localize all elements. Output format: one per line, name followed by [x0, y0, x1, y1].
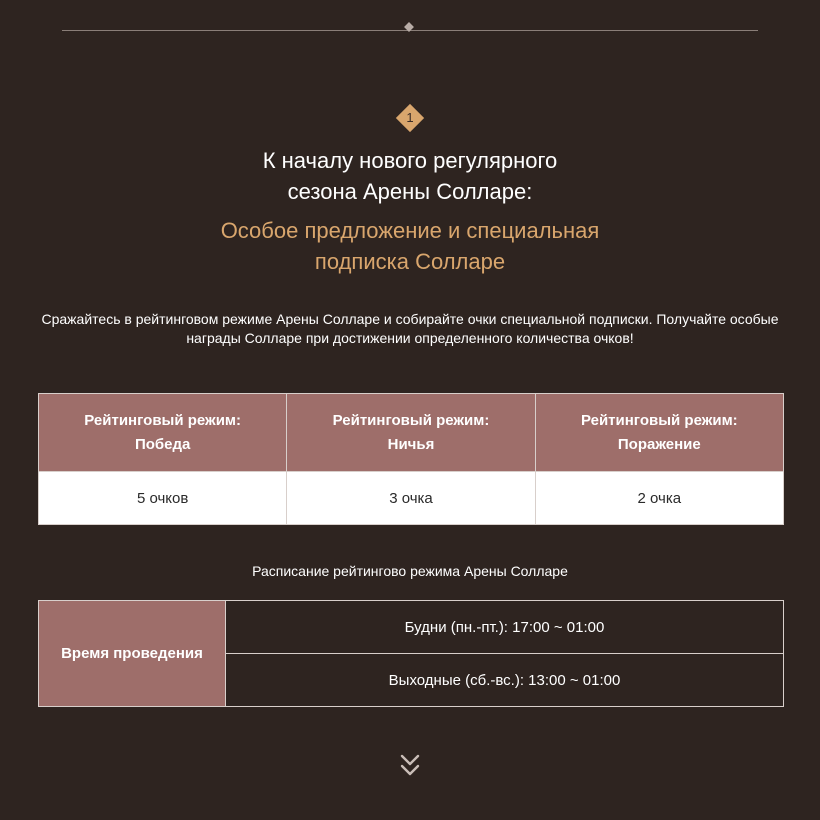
schedule-row-weekdays — [39, 601, 784, 654]
points-header-row — [39, 394, 784, 472]
page-subtitle — [0, 215, 820, 277]
schedule-weekdays: Будни (пн.-пт.): 17:00 ~ 01:00 — [226, 601, 784, 654]
points-value-row — [39, 472, 784, 525]
header-loss-result: Поражение — [617, 435, 701, 453]
points-table — [38, 393, 784, 525]
header-draw — [287, 394, 535, 472]
subtitle-line-2: подписка Солларе — [314, 249, 506, 274]
header-loss — [535, 394, 783, 472]
points-draw-value: 3 очка — [287, 472, 535, 525]
schedule-row-header: Время проведения — [39, 601, 226, 707]
double-chevron-down-icon[interactable] — [398, 753, 422, 779]
header-win — [39, 394, 287, 472]
header-loss-mode: Рейтинговый режим: — [580, 411, 738, 429]
title-line-1: К началу нового регулярного — [262, 148, 558, 173]
step-number: 1 — [406, 110, 414, 125]
header-win-mode: Рейтинговый режим: — [84, 411, 242, 429]
subtitle-line-1: Особое предложение и специальная — [220, 218, 600, 243]
page-title — [0, 145, 820, 207]
points-loss-value: 2 очка — [535, 472, 783, 525]
header-draw-mode: Рейтинговый режим: — [332, 411, 490, 429]
title-line-2: сезона Арены Солларе: — [287, 179, 533, 204]
schedule-weekend: Выходные (сб.-вс.): 13:00 ~ 01:00 — [226, 654, 784, 707]
header-win-result: Победа — [134, 435, 191, 453]
event-description: Сражайтесь в рейтинговом режиме Арены Солларе и собирайте очки специальной подписки. Получайте особые награды Солларе при достижении определенного количества очков! — [41, 311, 779, 346]
diamond-ornament-icon — [404, 22, 414, 32]
schedule-table — [38, 600, 784, 707]
points-win-value: 5 очков — [39, 472, 287, 525]
schedule-caption: Расписание рейтингово режима Арены Солларе — [252, 563, 568, 579]
step-number-badge — [395, 103, 425, 133]
header-draw-result: Ничья — [387, 435, 435, 453]
